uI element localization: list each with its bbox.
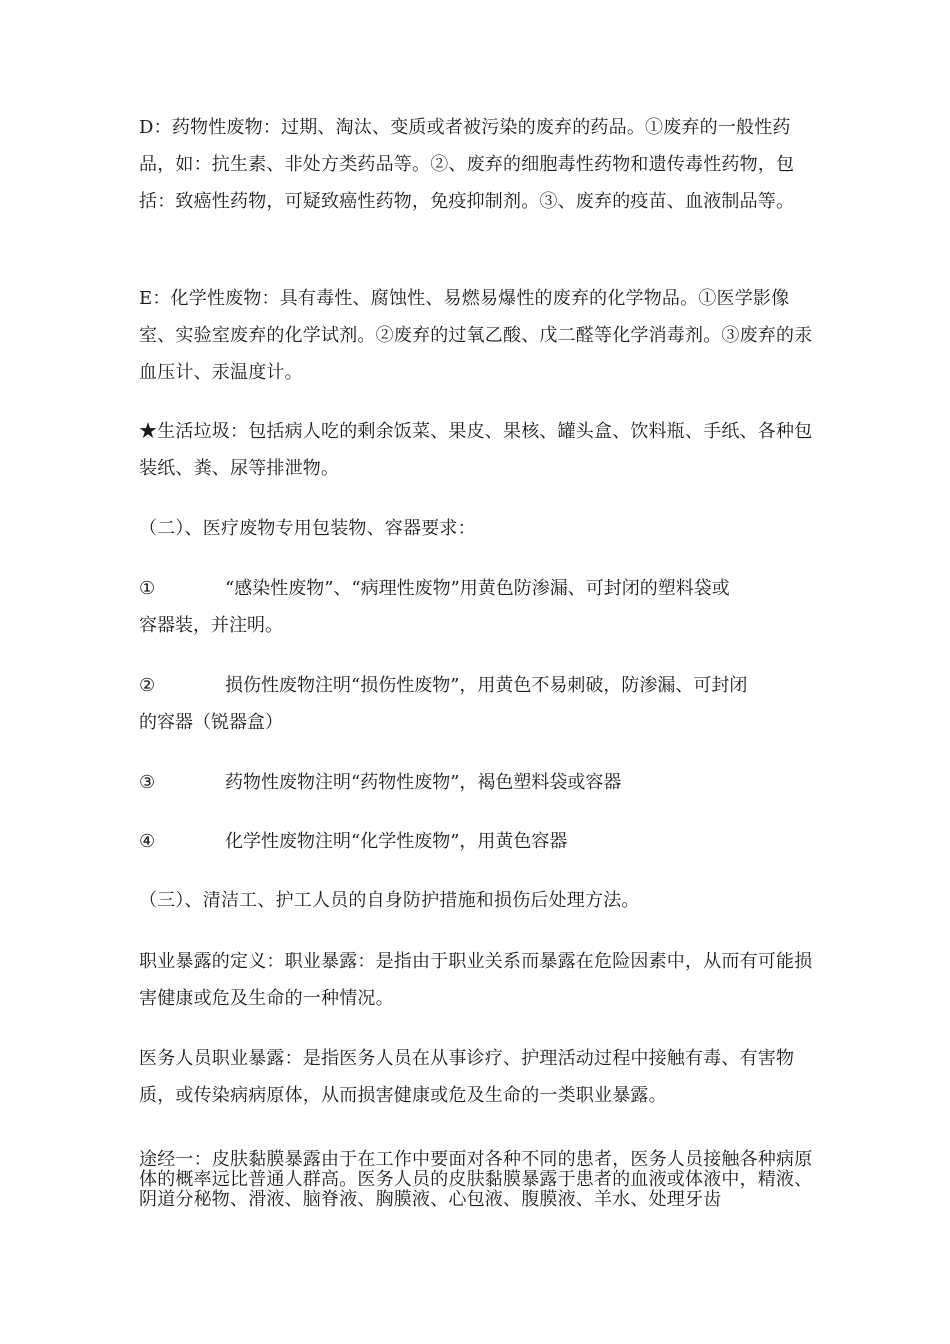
paragraph-chemical-waste: E：化学性废物：具有毒性、腐蚀性、易燃易爆性的废弃的化学物品。①医学影像室、实验室废弃的化学试剂。②废弃的过氧乙酸、戊二醛等化学消毒剂。③废弃的汞血压计、汞温度计。	[139, 288, 813, 383]
item-text-continued: 容器装，并注明。	[139, 615, 283, 636]
paragraph-pharmaceutical-waste: D：药物性废物：过期、淘汰、变质或者被污染的废弃的药品。①废弃的一般性药品，如：抗生素、非处方类药品等。②、废弃的细胞毒性药物和遗传毒性药物，包括：致癌性药物，可疑致癌性药物，免疫抑制剂。③、废弃的疫苗、血液制品等。	[139, 117, 795, 212]
item-number: ④	[139, 831, 156, 852]
item-text: 化学性废物注明“化学性废物”，用黄色容器	[225, 831, 568, 852]
list-item	[139, 570, 819, 644]
section-heading-protection: （三）、清洁工、护工人员的自身防护措施和损伤后处理方法。	[139, 890, 640, 911]
list-item	[139, 667, 819, 741]
item-text: 药物性废物注明“药物性废物”，褐色塑料袋或容器	[225, 772, 622, 793]
item-text: 损伤性废物注明“损伤性废物”，用黄色不易刺破，防渗漏、可封闭	[225, 675, 748, 696]
section-heading-packaging: （二）、医疗废物专用包装物、容器要求：	[139, 518, 476, 539]
item-text-continued: 的容器（锐器盒）	[139, 712, 283, 733]
paragraph-domestic-waste: ★生活垃圾：包括病人吃的剩余饭菜、果皮、果核、罐头盒、饮料瓶、手纸、各种包装纸、粪、尿等排泄物。	[139, 421, 813, 479]
item-number: ②	[139, 675, 156, 696]
item-number: ①	[139, 578, 156, 599]
list-item	[139, 823, 819, 860]
item-text: “感染性废物”、“病理性废物”用黄色防渗漏、可封闭的塑料袋或	[225, 578, 730, 599]
paragraph-exposure-definition: 职业暴露的定义：职业暴露：是指由于职业关系而暴露在危险因素中，从而有可能损害健康或危及生命的一种情况。	[139, 951, 813, 1009]
paragraph-route-one: 途经一：皮肤黏膜暴露由于在工作中要面对各种不同的患者，医务人员接触各种病原体的概率远比普通人群高。医务人员的皮肤黏膜暴露于患者的血液或体液中，精液、阴道分秘物、滑液、脑脊液、胸膜液、心包液、腹膜液、羊水、处理牙齿	[139, 1149, 813, 1210]
list-item	[139, 764, 819, 801]
item-number: ③	[139, 772, 156, 793]
paragraph-medical-exposure: 医务人员职业暴露：是指医务人员在从事诊疗、护理活动过程中接触有毒、有害物质，或传染病病原体，从而损害健康或危及生命的一类职业暴露。	[139, 1048, 795, 1106]
